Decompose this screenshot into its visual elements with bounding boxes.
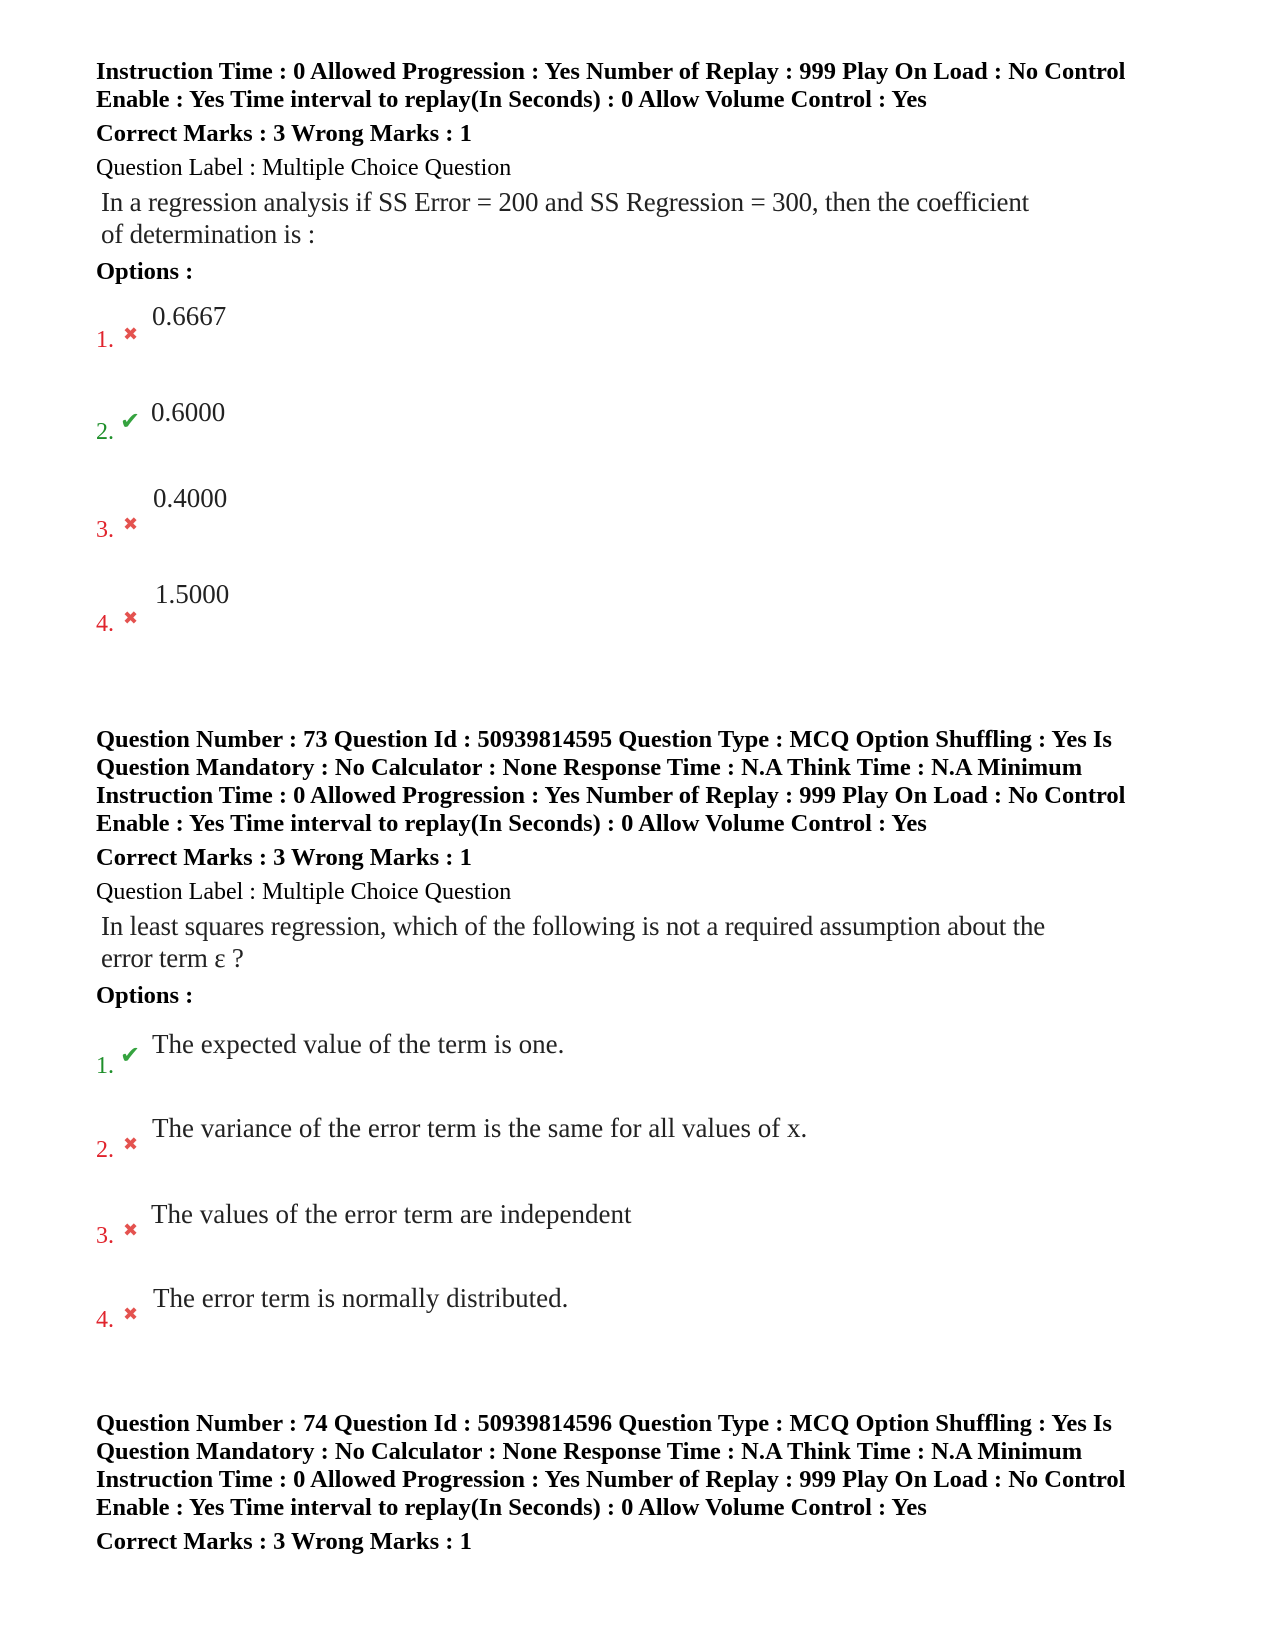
question-meta-line: Instruction Time : 0 Allowed Progression : Yes Number of Replay : 999 Play On Load : No Control (96, 58, 1126, 85)
option-text: 1.5000 (155, 579, 230, 609)
question-meta-line: Enable : Yes Time interval to replay(In Seconds) : 0 Allow Volume Control : Yes (96, 1494, 927, 1521)
question-text-line: In least squares regression, which of the following is not a required assumption about the (101, 911, 1046, 941)
question-text-line: In a regression analysis if SS Error = 200 and SS Regression = 300, then the coefficient (101, 187, 1029, 217)
option-3 (96, 1199, 1096, 1249)
cross-icon: ✖ (123, 1220, 139, 1240)
question-text (96, 910, 1176, 974)
check-icon: ✔ (120, 409, 141, 435)
question-block-72 (96, 58, 1176, 637)
option-number: 3. (96, 1223, 114, 1249)
question-meta-line: Enable : Yes Time interval to replay(In Seconds) : 0 Allow Volume Control : Yes (96, 86, 927, 113)
question-meta-line: Question Number : 74 Question Id : 50939814596 Question Type : MCQ Option Shuffling : Yes Is (96, 1410, 1112, 1437)
cross-icon: ✖ (123, 1134, 139, 1154)
question-meta-line: Question Number : 73 Question Id : 50939814595 Question Type : MCQ Option Shuffling : Yes Is (96, 726, 1112, 753)
option-number: 2. (96, 419, 114, 445)
option-text: 0.4000 (153, 483, 228, 513)
question-meta-line: Instruction Time : 0 Allowed Progression : Yes Number of Replay : 999 Play On Load : No Control (96, 782, 1126, 809)
options-heading: Options : (96, 982, 194, 1009)
question-label: Question Label : Multiple Choice Question (96, 879, 512, 905)
question-text-line: of determination is : (101, 219, 316, 249)
option-text: The values of the error term are independent (151, 1199, 632, 1229)
option-1 (96, 1029, 1096, 1079)
option-number: 4. (96, 1307, 114, 1333)
option-4 (96, 1283, 1096, 1333)
option-number: 4. (96, 611, 114, 637)
option-2 (96, 397, 696, 445)
option-number: 2. (96, 1137, 114, 1163)
cross-icon: ✖ (123, 1304, 139, 1324)
question-text (96, 186, 1176, 250)
option-number: 1. (96, 327, 114, 353)
question-block-73 (96, 726, 1176, 1333)
question-block-74 (96, 1410, 1176, 1556)
cross-icon: ✖ (123, 324, 139, 344)
option-text: The expected value of the term is one. (152, 1029, 565, 1059)
question-meta-line: Instruction Time : 0 Allowed Progression : Yes Number of Replay : 999 Play On Load : No Control (96, 1466, 1126, 1493)
option-1 (96, 301, 696, 353)
option-text: The error term is normally distributed. (153, 1283, 569, 1313)
question-label: Question Label : Multiple Choice Question (96, 155, 512, 181)
option-text: The variance of the error term is the same for all values of x. (152, 1113, 808, 1143)
options-heading: Options : (96, 258, 194, 285)
cross-icon: ✖ (123, 514, 139, 534)
option-number: 3. (96, 517, 114, 543)
option-text: 0.6667 (152, 301, 227, 331)
question-meta-line: Question Mandatory : No Calculator : None Response Time : N.A Think Time : N.A Minimum (96, 1438, 1083, 1465)
question-text-line: error term ε ? (101, 943, 244, 973)
question-meta-line: Question Mandatory : No Calculator : None Response Time : N.A Think Time : N.A Minimum (96, 754, 1083, 781)
question-meta-line: Enable : Yes Time interval to replay(In Seconds) : 0 Allow Volume Control : Yes (96, 810, 927, 837)
cross-icon: ✖ (123, 608, 139, 628)
marks-line: Correct Marks : 3 Wrong Marks : 1 (96, 844, 472, 871)
check-icon: ✔ (120, 1043, 141, 1069)
option-2 (96, 1113, 1096, 1163)
marks-line: Correct Marks : 3 Wrong Marks : 1 (96, 120, 472, 147)
option-number: 1. (96, 1053, 114, 1079)
option-text: 0.6000 (151, 397, 226, 427)
option-4 (96, 579, 696, 637)
marks-line: Correct Marks : 3 Wrong Marks : 1 (96, 1528, 472, 1555)
option-3 (96, 483, 696, 543)
